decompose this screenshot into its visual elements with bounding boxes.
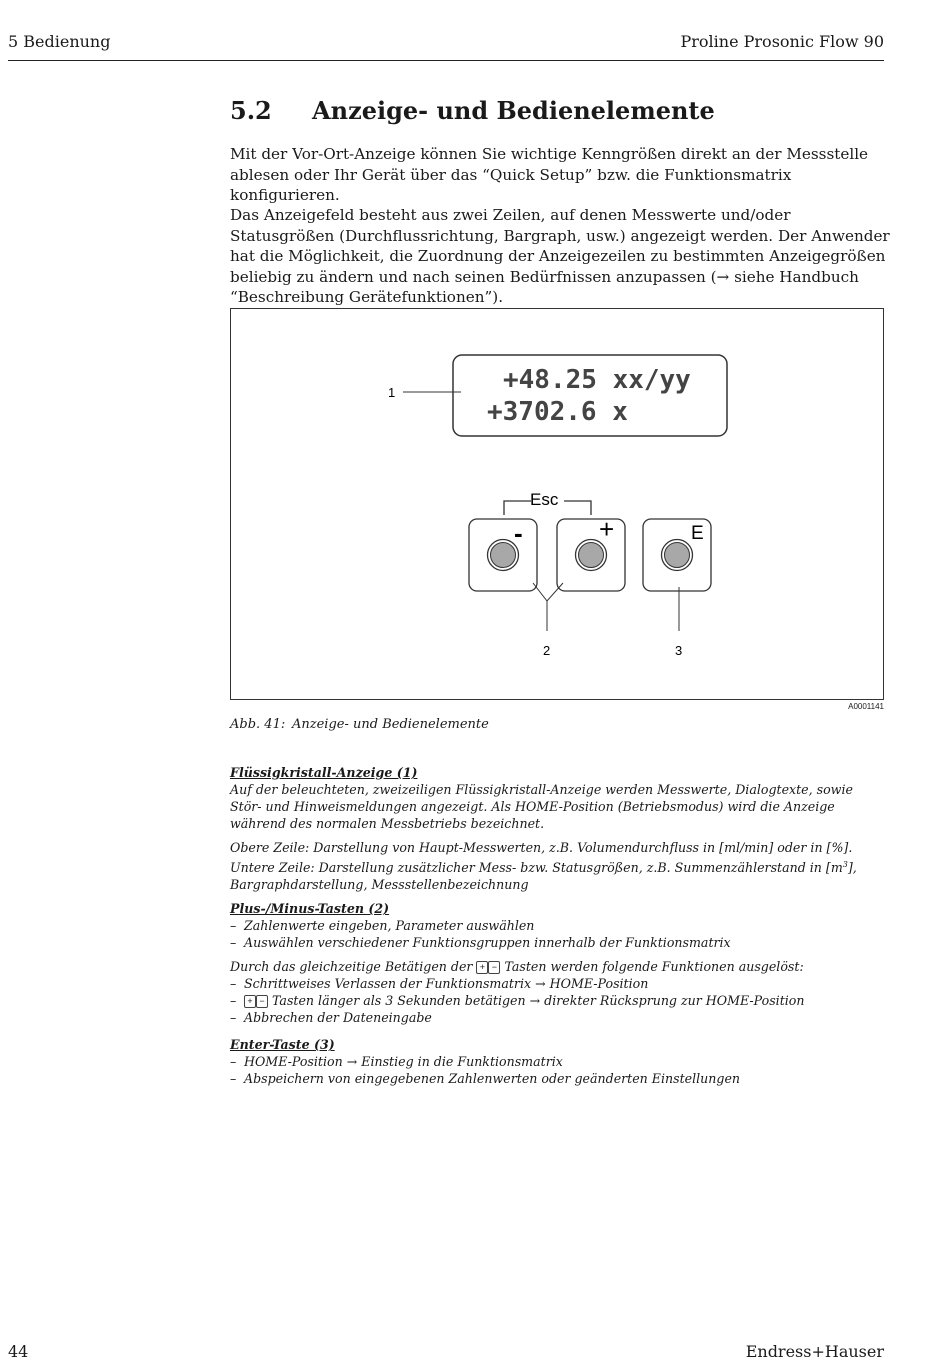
esc-label: Esc: [530, 490, 559, 509]
lcd-lower-end: ],: [847, 860, 857, 876]
figure-caption-text: Anzeige- und Bedienelemente: [292, 717, 489, 732]
lcd-text: Auf der beleuchteten, zweizeiligen Flüssigkristall-Anzeige werden Messwerte, Dialogtexte, sowie Stör- und Hinweismeldungen angezeigt. Als HOME-Position (Betriebsmodus) wird die Anzeige während des normalen Messbetriebs bezeichnet.: [230, 782, 853, 831]
figure-display-keys: [230, 308, 884, 700]
enter-key-button-inner: [665, 543, 690, 568]
plus-minus-description: [230, 900, 880, 1026]
section-title-text: Anzeige- und Bedienelemente: [312, 96, 715, 125]
lcd-lower-line-cont: Bargraphdarstellung, Messstellenbezeichnung: [230, 877, 529, 893]
section-title: [230, 96, 715, 125]
lcd-heading: Flüssigkristall-Anzeige (1): [230, 765, 418, 780]
list-item: – Schrittweises Verlassen der Funktionsmatrix → HOME-Position: [230, 976, 649, 991]
lcd-upper-line: Obere Zeile: Darstellung von Haupt-Messwerten, z.B. Volumendurchfluss in [ml/min] oder in [%].: [230, 840, 853, 855]
figure-caption: [230, 717, 489, 732]
brand-name: Endress+Hauser: [745, 1342, 884, 1361]
list-item: – + − Tasten länger als 3 Sekunden betätigen → direkter Rücksprung zur HOME-Position: [230, 993, 805, 1008]
lcd-lower-superscript: 3: [842, 860, 848, 869]
minus-key-icon: −: [488, 961, 500, 974]
plus-key-icon: +: [476, 961, 488, 974]
callout-2-line: [533, 583, 563, 631]
plus-key-label: +: [599, 514, 615, 544]
lcd-line-1: +48.25 xx/yy: [503, 365, 691, 395]
section-number: 5.2: [230, 96, 272, 125]
intro-paragraph-1: Mit der Vor-Ort-Anzeige können Sie wichtige Kenngrößen direkt an der Messstelle ablesen oder Ihr Gerät über das “Quick Setup” bzw. die Funktionsmatrix konfigurieren.: [230, 145, 869, 204]
running-header-chapter: 5 Bedienung: [8, 32, 111, 51]
list-item: – Abspeichern von eingegebenen Zahlenwerten oder geänderten Einstellungen: [230, 1071, 741, 1086]
figure-id: A0001141: [848, 702, 884, 711]
enter-key-description: [230, 1036, 880, 1087]
lcd-description: [230, 764, 880, 893]
minus-key-label: -: [514, 518, 523, 548]
intro-paragraph-2: Das Anzeigefeld besteht aus zwei Zeilen, auf denen Messwerte und/oder Statusgrößen (Durchflussrichtung, Bargraph, usw.) angezeigt werden. Der Anwender hat die Möglichkeit, die Zuordnung der Anzeigezeilen zu bestimmten Anzeigegrößen beliebig zu ändern und nach seinen Bedürfnissen anzupassen (→ siehe Handbuch “Beschreibung Gerätefunktionen”).: [230, 206, 890, 306]
running-header-product: Proline Prosonic Flow 90: [680, 32, 884, 51]
minus-key-button-inner: [491, 543, 516, 568]
lcd-lower-line: [230, 856, 880, 876]
minus-key-icon: −: [256, 995, 268, 1008]
plus-key-icon: +: [244, 995, 256, 1008]
callout-2: 2: [543, 643, 551, 658]
header-rule: [8, 60, 884, 61]
enter-key-label: E: [691, 523, 704, 544]
simultaneous-keys-line: Durch das gleichzeitige Betätigen der + − Tasten werden folgende Funktionen ausgelöst:: [230, 959, 804, 974]
lcd-lower-text: Untere Zeile: Darstellung zusätzlicher Mess- bzw. Statusgrößen, z.B. Summenzählerstand in [m: [230, 860, 843, 876]
plus-minus-heading: Plus-/Minus-Tasten (2): [230, 901, 390, 916]
enter-heading: Enter-Taste (3): [230, 1037, 335, 1052]
list-item: – HOME-Position → Einstieg in die Funktionsmatrix: [230, 1054, 563, 1069]
callout-1: 1: [388, 385, 396, 400]
lcd-line-2: +3702.6 x: [487, 397, 628, 427]
list-item: – Abbrechen der Dateneingabe: [230, 1010, 432, 1025]
page-number: 44: [8, 1342, 29, 1361]
callout-3: 3: [675, 643, 683, 658]
list-item: – Zahlenwerte eingeben, Parameter auswählen: [230, 918, 535, 933]
list-item: – Auswählen verschiedener Funktionsgruppen innerhalb der Funktionsmatrix: [230, 935, 731, 950]
plus-key-button-inner: [579, 543, 604, 568]
display-keypad-illustration: [231, 309, 883, 699]
figure-caption-number: Abb. 41:: [230, 717, 286, 732]
